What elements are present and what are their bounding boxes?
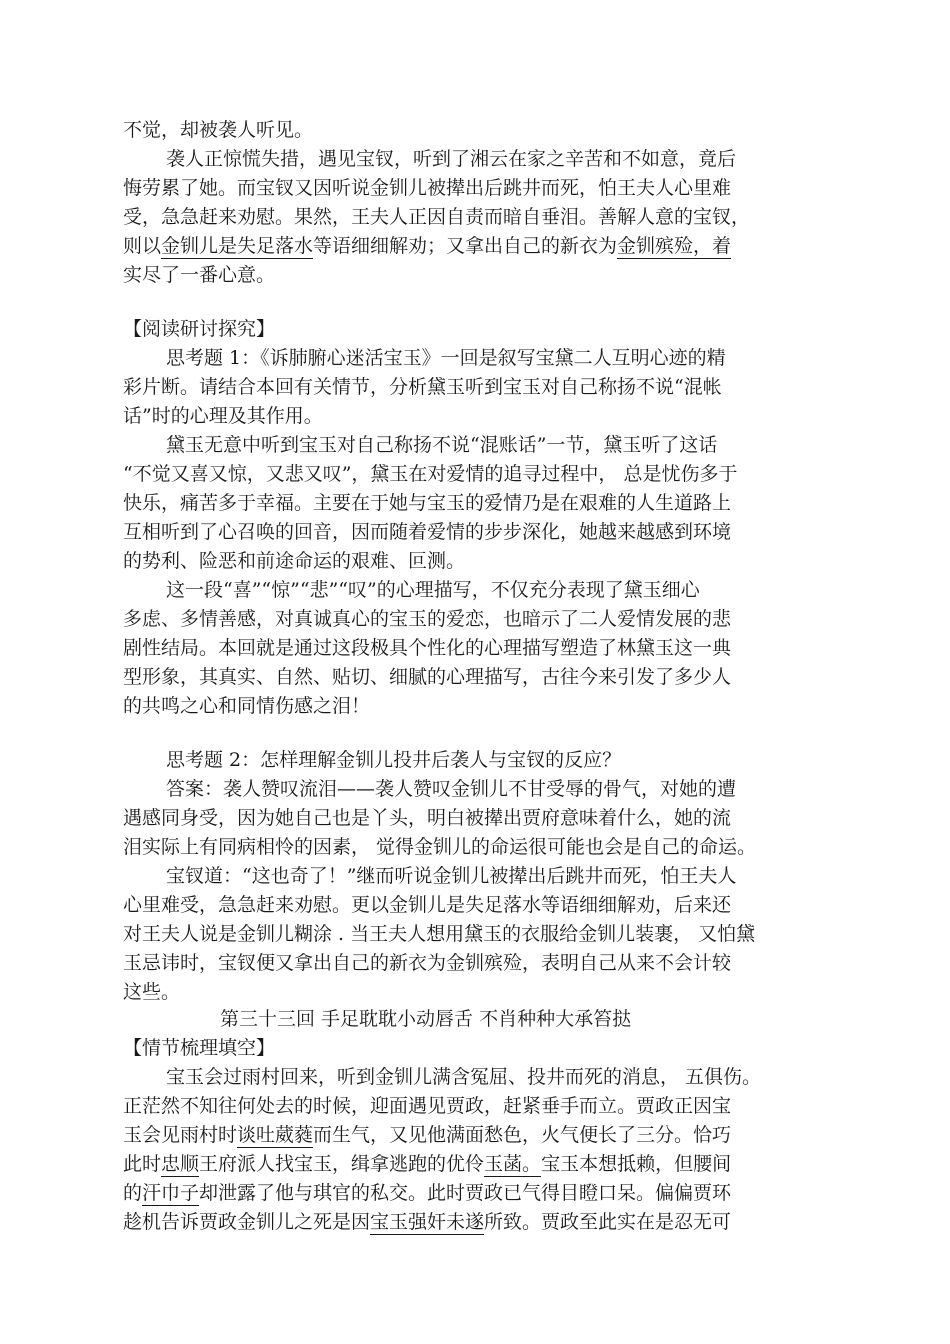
text-span: 玉会见雨村时	[123, 1124, 238, 1146]
answer-text: 心里难受，急急赶来劝慰。更以金钏儿是失足落水等语细细解劝，后来还	[123, 894, 732, 916]
text-line	[123, 1180, 731, 1206]
answer-text: 这些。	[123, 981, 181, 1003]
text-line	[123, 1122, 731, 1148]
answer-text: 的共鸣之心和同情伤感之泪！	[123, 695, 371, 717]
underlined-answer: 金钏儿是失足落水	[161, 235, 314, 257]
answer-text: 泪实际上有同病相怜的因素， 觉得金钏儿的命运很可能也会是自己的命运。	[123, 836, 757, 858]
question-text: 彩片断。请结合本回有关情节，分析黛玉听到宝玉对自己称扬不说“混帐	[123, 376, 722, 398]
answer-text: 多虑、多情善感，对真诚真心的宝玉的爱恋，也暗示了二人爱情发展的悲	[123, 608, 732, 630]
underlined-answer: 汗巾子	[142, 1182, 200, 1204]
answer-text: 的势利、险恶和前途命运的艰难、叵测。	[123, 550, 466, 572]
text-line: 宝玉会过雨村回来，听到金钏儿满含冤屈、投井而死的消息， 五俱伤。	[166, 1066, 762, 1088]
text-span: 王府派人找宝玉，缉拿逃跑的优伶	[199, 1153, 485, 1175]
answer-text: 答案：袭人赞叹流泪——袭人赞叹金钏儿不甘受辱的骨气，对她的遭	[166, 778, 737, 800]
text-line	[123, 233, 731, 259]
answer-text: 剧性结局。本回就是通过这段极具个性化的心理描写塑造了林黛玉这一典	[123, 637, 732, 659]
answer-text: “不觉又喜又惊，又悲又叹”，黛玉在对爱情的追寻过程中， 总是忧伤多于	[123, 463, 738, 485]
answer-text: 型形象，其真实、自然、贴切、细腻的心理描写，古往今来引发了多少人	[123, 666, 732, 688]
text-line: 正茫然不知往何处去的时候，迎面遇见贾政，赶紧垂手而立。贾政正因宝	[123, 1095, 732, 1117]
text-span: 则以	[123, 235, 162, 257]
text-line: 实尽了一番心意。	[123, 264, 276, 286]
text-line: 袭人正惊慌失措，遇见宝钗，听到了湘云在家之辛苦和不如意，竟后	[166, 148, 737, 170]
text-span: 趁机告诉贾政金钏儿之死是因	[123, 1211, 371, 1233]
text-line	[123, 1151, 731, 1177]
text-span: 却泄露了他与琪官的私交。此时贾政已气得目瞪口呆。偏偏贾环	[199, 1182, 732, 1204]
text-line: 悔劳累了她。而宝钗又因听说金钏儿被撵出后跳井而死，怕王夫人心里难	[123, 177, 732, 199]
text-span: 的	[123, 1182, 143, 1204]
answer-text: 玉忌讳时，宝钗便又拿出自己的新衣为金钏殡殓，表明自己从来不会计较	[123, 952, 732, 974]
text-line: 不觉，却被袭人听见。	[123, 119, 314, 141]
answer-text: 这一段“喜”“惊”“悲”“叹”的心理描写，不仅充分表现了黛玉细心	[166, 579, 700, 601]
text-span: 而生气，又见他满面愁色，火气便长了三分。恰巧	[313, 1124, 732, 1146]
answer-text: 遇感同身受，因为她自己也是丫头，明白被撵出贾府意味着什么，她的流	[123, 807, 732, 829]
text-line	[123, 1209, 731, 1235]
underlined-answer: 玉菡。	[484, 1153, 542, 1175]
question-text: 话”时的心理及其作用。	[123, 405, 323, 427]
answer-text: 快乐，痛苦多于幸福。主要在于她与宝玉的爱情乃是在艰难的人生道路上	[123, 492, 732, 514]
question-text: 思考题 1：《诉肺腑心迷活宝玉》一回是叙写宝黛二人互明心迹的精	[166, 347, 726, 369]
text-span: 等语细细解劝；又拿出自己的新衣为	[313, 235, 618, 257]
chapter-title: 第三十三回 手足耽耽小动唇舌 不肖种种大承笞挞	[220, 1008, 632, 1030]
underlined-answer: 谈吐葳蕤	[237, 1124, 314, 1146]
underlined-answer: 忠顺	[161, 1153, 200, 1175]
text-span: 此时	[123, 1153, 162, 1175]
answer-text: 互相听到了心召唤的回音，因而随着爱情的步步深化，她越来越感到环境	[123, 521, 732, 543]
section-heading-plot: 【情节梳理填空】	[123, 1037, 276, 1059]
section-heading-reading: 【阅读研讨探究】	[123, 318, 276, 340]
answer-text: 黛玉无意中听到宝玉对自己称扬不说“混账话”一节，黛玉听了这话	[166, 434, 718, 456]
question-text: 思考题 2：怎样理解金钏儿投井后袭人与宝钗的反应？	[166, 749, 622, 771]
answer-text: 对王夫人说是金钏儿糊涂 . 当王夫人想用黛玉的衣服给金钏儿装裹， 又怕黛	[123, 923, 756, 945]
text-span: 宝玉本想抵赖，但腰间	[541, 1153, 732, 1175]
text-line: 受，急急赶来劝慰。果然，王夫人正因自责而暗自垂泪。善解人意的宝钗，	[123, 206, 751, 228]
underlined-answer: 金钏殡殓，着	[617, 235, 732, 257]
underlined-answer: 宝玉强奸未遂	[370, 1211, 485, 1233]
text-span: 所致。贾政至此实在是忍无可	[484, 1211, 732, 1233]
answer-text: 宝钗道：“这也奇了！”继而听说金钏儿被撵出后跳井而死，怕王夫人	[166, 865, 737, 887]
